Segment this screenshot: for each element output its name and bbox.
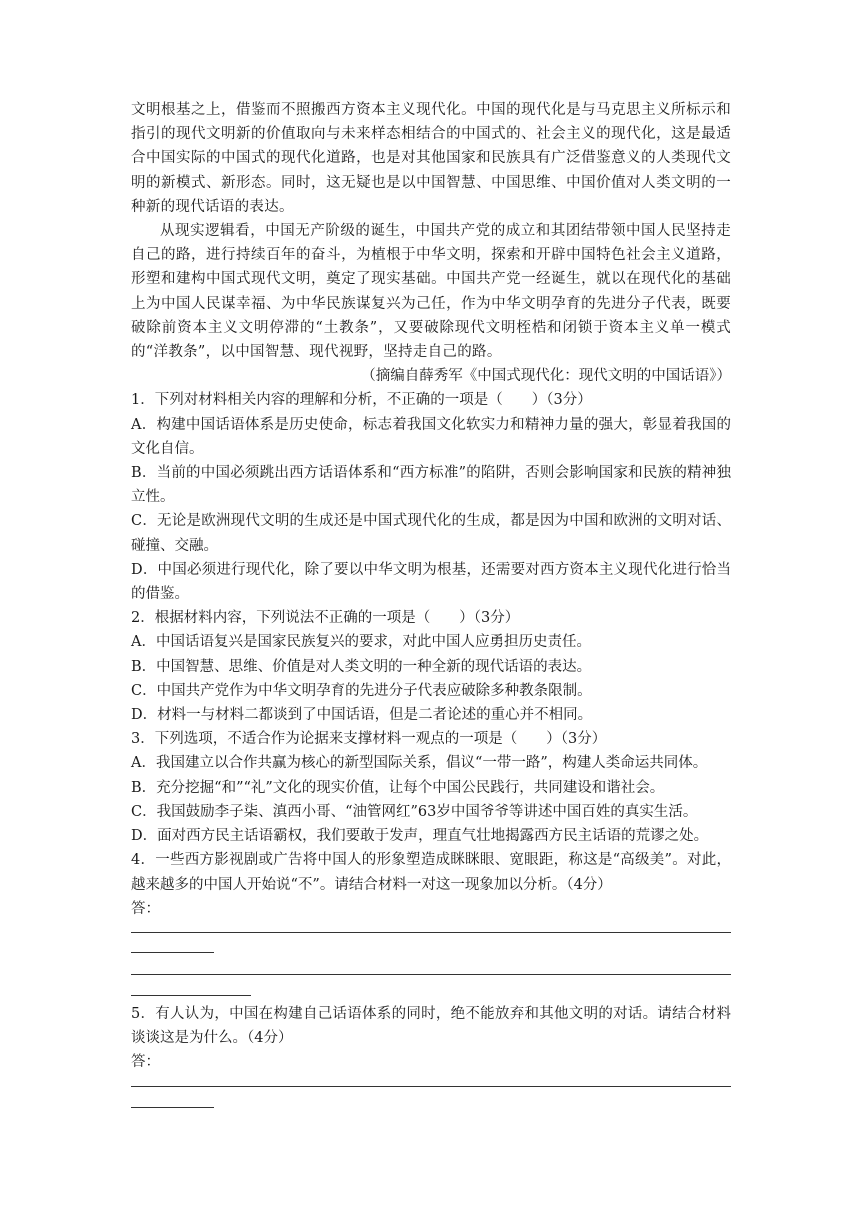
question-stem: 1．下列对材料相关内容的理解和分析，不正确的一项是（ ）（3分） xyxy=(131,392,592,409)
option-a: A．我国建立以合作共赢为核心的新型国际关系，倡议“一带一路”，构建人类命运共同体。 xyxy=(131,755,708,772)
passage-paragraph-2: 从现实逻辑看，中国无产阶级的诞生，中国共产党的成立和其团结带领中国人民坚持走自己的路，进行持续百年的奋斗，为植根于中华文明，探索和开辟中国特色社会主义道路，形塑和建构中国式现代文明，奠定了现实基础。中国共产党一经诞生，就以在现代化的基础上为中国人民谋幸福、为中华民族谋复兴为己任，作为中华文明孕育的先进分子代表，既要破除前资本主义文明停滞的“土教条”，又要破除现代文明桎梏和闭锁于资本主义单一模式的“洋教条”，以中国智慧、现代视野，坚持走自己的路。 xyxy=(131,223,731,361)
option-d: D．中国必须进行现代化，除了要以中华文明为根基，还需要对西方资本主义现代化进行恰当的借鉴。 xyxy=(131,561,731,603)
option-b: B．当前的中国必须跳出西方话语体系和“西方标准”的陷阱，否则会影响国家和民族的精神独立性。 xyxy=(131,465,731,506)
answer-label: 答： xyxy=(131,1054,160,1071)
question-5 xyxy=(131,1002,731,1108)
option-a: A．中国话语复兴是国家民族复兴的要求，对此中国人应勇担历史责任。 xyxy=(131,634,591,651)
option-d: D．面对西方民主话语霸权，我们要敢于发声，理直气壮地揭露西方民主话语的荒谬之处。 xyxy=(131,828,709,845)
answer-lines[interactable] xyxy=(131,932,731,996)
option-b: B．充分挖掘“和”“礼”文化的现实价值，让每个中国公民践行，共同建设和谐社会。 xyxy=(131,779,665,796)
option-b: B．中国智慧、思维、价值是对人类文明的一种全新的现代话语的表达。 xyxy=(131,658,592,675)
question-stem: 5．有人认为，中国在构建自己话语体系的同时，绝不能放弃和其他文明的对话。请结合材料谈谈这是为什么。（4分） xyxy=(131,1005,731,1047)
option-a: A．构建中国话语体系是历史使命，标志着我国文化软实力和精神力量的强大，彰显着我国的文化自信。 xyxy=(131,416,731,457)
question-stem: 3．下列选项，不适合作为论据来支撑材料一观点的一项是（ ）（3分） xyxy=(131,731,607,748)
question-2 xyxy=(131,606,731,727)
answer-lines[interactable] xyxy=(131,1086,731,1108)
passage-paragraph-1: 文明根基之上，借鉴而不照搬西方资本主义现代化。中国的现代化是与马克思主义所标示和指引的现代文明新的价值取向与未来样态相结合的中国式的、社会主义的现代化，这是最适合中国实际的中国式的现代化道路，也是对其他国家和民族具有广泛借鉴意义的人类现代文明的新模式、新形态。同时，这无疑也是以中国智慧、中国思维、中国价值对人类文明的一种新的现代话语的表达。 xyxy=(131,102,731,215)
question-4 xyxy=(131,848,731,996)
answer-label: 答： xyxy=(131,900,160,917)
answer-line[interactable] xyxy=(131,952,214,953)
answer-line[interactable] xyxy=(131,995,251,996)
option-c: C．我国鼓励李子柒、滇西小哥、“油管网红”63岁中国爷爷等讲述中国百姓的真实生活。 xyxy=(131,803,698,820)
question-1 xyxy=(131,388,731,606)
option-d: D．材料一与材料二都谈到了中国话语，但是二者论述的重心并不相同。 xyxy=(131,707,593,724)
answer-line[interactable] xyxy=(131,932,731,933)
answer-line[interactable] xyxy=(131,974,731,975)
passage-source: （摘编自薛秀军《中国式现代化：现代文明的中国话语》） xyxy=(361,368,731,385)
answer-line[interactable] xyxy=(131,1107,214,1108)
option-c: C．无论是欧洲现代文明的生成还是中国式现代化的生成，都是因为中国和欧洲的文明对话、碰撞、交融。 xyxy=(131,513,731,554)
exam-page xyxy=(131,98,731,1108)
answer-line[interactable] xyxy=(131,1086,731,1087)
question-3 xyxy=(131,727,731,848)
question-stem: 4．一些西方影视剧或广告将中国人的形象塑造成眯眯眼、宽眼距，称这是“高级美”。对此，越来越多的中国人开始说“不”。请结合材料一对这一现象加以分析。（4分） xyxy=(131,852,731,893)
question-stem: 2．根据材料内容，下列说法不正确的一项是（ ）（3分） xyxy=(131,610,520,627)
option-c: C．中国共产党作为中华文明孕育的先进分子代表应破除多种教条限制。 xyxy=(131,682,592,699)
